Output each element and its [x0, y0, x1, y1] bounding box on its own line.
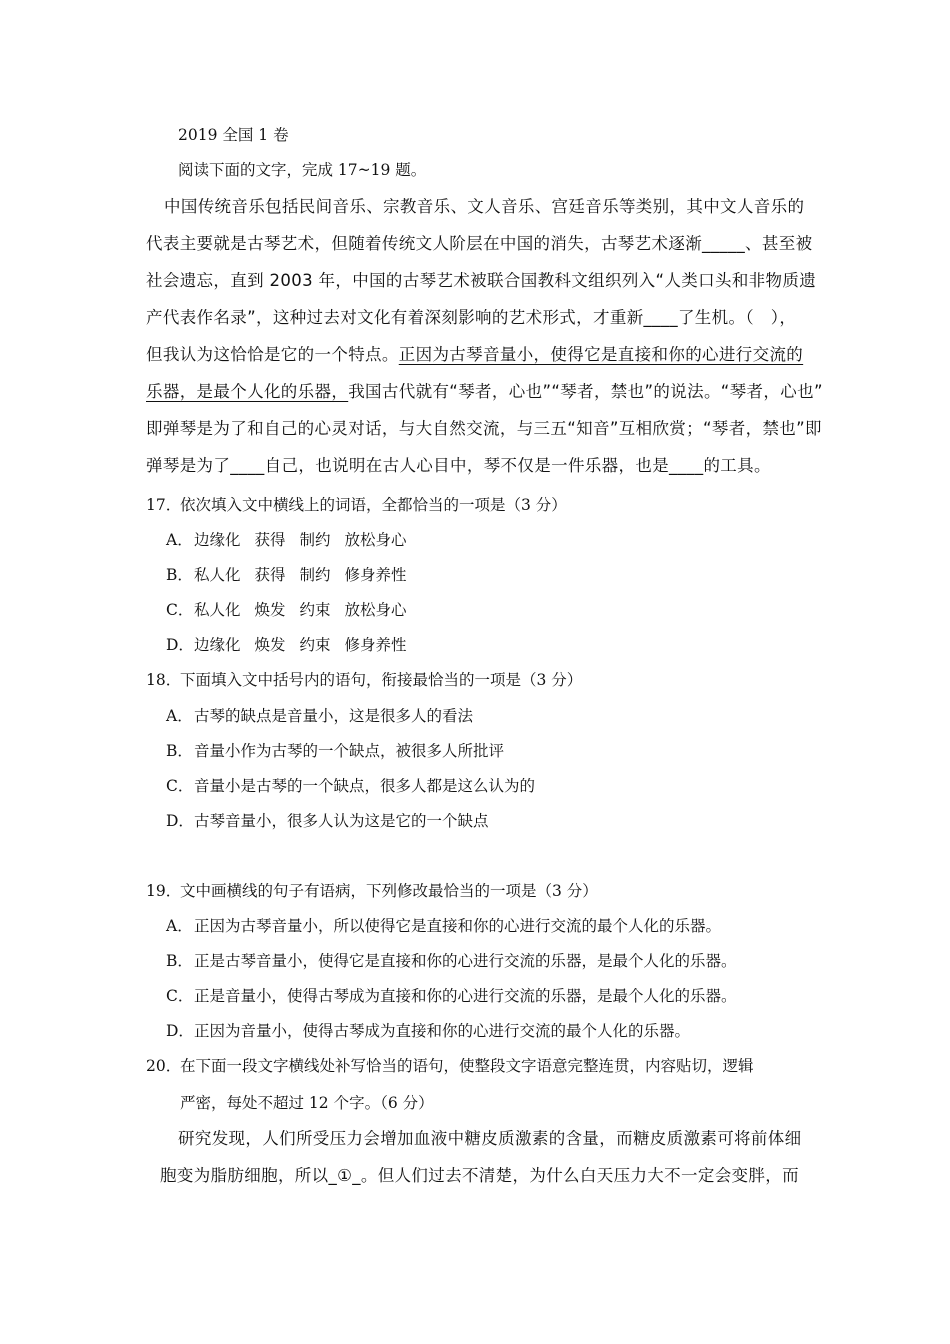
option-text: 正因为音量小，使得古琴成为直接和你的心进行交流的最个人化的乐器。: [194, 1022, 691, 1040]
option-letter: C．: [166, 987, 194, 1005]
question-stem: [146, 494, 567, 516]
option-word: 获得: [254, 531, 286, 549]
option-word: 边缘化: [194, 531, 241, 549]
question-text: 文中画横线的句子有语病，下列修改最恰当的一项是（3 分）: [180, 882, 598, 900]
option-letter: A．: [166, 707, 193, 725]
question-text: 在下面一段文字横线处补写恰当的语句，使整段文字语意完整连贯，内容贴切，逻辑: [180, 1057, 754, 1075]
option-word: 约束: [299, 636, 331, 654]
option-c: [166, 599, 407, 621]
passage-line: 即弹琴是为了和自己的心灵对话，与大自然交流，与三五“知音”互相欣赏；“琴者，禁也”即: [146, 419, 822, 438]
option-text: 正因为古琴音量小，所以使得它是直接和你的心进行交流的最个人化的乐器。: [194, 917, 722, 935]
passage-line: [146, 344, 803, 366]
option-word: 修身养性: [344, 636, 407, 654]
question-text: 下面填入文中括号内的语句，衔接最恰当的一项是（3 分）: [180, 671, 583, 689]
answer-blank-1: _①_: [328, 1166, 361, 1185]
option-c: [166, 985, 737, 1007]
passage-line: 研究发现，人们所受压力会增加血液中糖皮质激素的含量，而糖皮质激素可将前体细: [178, 1129, 802, 1148]
option-d: [166, 634, 407, 656]
option-word: 边缘化: [194, 636, 241, 654]
option-text: 音量小作为古琴的一个缺点，被很多人所批评: [194, 742, 505, 760]
passage-line: 中国传统音乐包括民间音乐、宗教音乐、文人音乐、宫廷音乐等类别，其中文人音乐的: [164, 197, 805, 216]
passage-line: 代表主要就是古琴艺术，但随着传统文人阶层在中国的消失，古琴艺术逐渐_____、甚至被: [146, 234, 813, 253]
option-letter: D．: [166, 1022, 194, 1040]
option-letter: B．: [166, 952, 193, 970]
passage-text: 。但人们过去不清楚，为什么白天压力大不一定会变胖，而: [360, 1166, 799, 1185]
reading-instruction: 阅读下面的文字，完成 17~19 题。: [178, 161, 427, 179]
option-d: [166, 810, 489, 832]
option-letter: C．: [166, 777, 194, 795]
option-word: 放松身心: [344, 531, 407, 549]
option-c: [166, 775, 535, 797]
underlined-sentence: 正因为古琴音量小，使得它是直接和你的心进行交流的: [398, 345, 804, 364]
option-word: 私人化: [194, 566, 241, 584]
question-number: 20．: [146, 1057, 182, 1075]
option-a: [166, 705, 473, 727]
question-number: 18．: [146, 671, 182, 689]
option-b: [166, 564, 407, 586]
option-a: [166, 915, 721, 937]
question-number: 19．: [146, 882, 182, 900]
option-letter: D．: [166, 812, 194, 830]
option-text: 古琴的缺点是音量小，这是很多人的看法: [194, 707, 474, 725]
question-stem: [146, 669, 582, 691]
option-text: 古琴音量小，很多人认为这是它的一个缺点: [194, 812, 489, 830]
question-stem: [146, 1055, 754, 1077]
exam-source: 2019 全国 1 卷: [178, 126, 289, 144]
option-letter: B．: [166, 742, 193, 760]
passage-line: 弹琴是为了____自己，也说明在古人心目中，琴不仅是一件乐器，也是____的工具。: [146, 456, 771, 475]
option-text: 音量小是古琴的一个缺点，很多人都是这么认为的: [194, 777, 536, 795]
option-word: 获得: [254, 566, 286, 584]
option-word: 约束: [299, 601, 331, 619]
option-a: [166, 529, 407, 551]
passage-text: 胞变为脂肪细胞，所以: [160, 1166, 329, 1185]
passage-text: 我国古代就有“琴者，心也”“琴者，禁也”的说法。“琴者，心也”: [348, 382, 823, 401]
question-number: 17．: [146, 496, 182, 514]
passage-line: 社会遗忘，直到 2003 年，中国的古琴艺术被联合国教科文组织列入“人类口头和非物质遗: [146, 271, 817, 290]
option-letter: A．: [166, 531, 193, 549]
passage-line: 产代表作名录”，这种过去对文化有着深刻影响的艺术形式，才重新____了生机。（ ），: [146, 308, 797, 327]
passage-line: [146, 381, 823, 403]
question-stem: [146, 880, 598, 902]
option-b: [166, 740, 504, 762]
question-text: 依次填入文中横线上的词语，全都恰当的一项是（3 分）: [180, 496, 567, 514]
option-letter: A．: [166, 917, 193, 935]
option-d: [166, 1020, 690, 1042]
option-letter: D．: [166, 636, 194, 654]
option-word: 放松身心: [344, 601, 407, 619]
option-word: 制约: [299, 531, 331, 549]
option-word: 焕发: [254, 636, 286, 654]
option-word: 焕发: [254, 601, 286, 619]
option-word: 制约: [299, 566, 331, 584]
option-text: 正是音量小，使得古琴成为直接和你的心进行交流的乐器，是最个人化的乐器。: [194, 987, 737, 1005]
option-b: [166, 950, 737, 972]
passage-text: 但我认为这恰恰是它的一个特点。: [146, 345, 399, 364]
option-letter: B．: [166, 566, 193, 584]
underlined-sentence: 乐器，是最个人化的乐器，: [146, 382, 349, 401]
option-text: 正是古琴音量小，使得它是直接和你的心进行交流的乐器，是最个人化的乐器。: [194, 952, 737, 970]
passage-line: [160, 1165, 799, 1187]
option-word: 修身养性: [344, 566, 407, 584]
option-letter: C．: [166, 601, 194, 619]
question-text: 严密，每处不超过 12 个字。（6 分）: [180, 1094, 434, 1112]
option-word: 私人化: [194, 601, 241, 619]
